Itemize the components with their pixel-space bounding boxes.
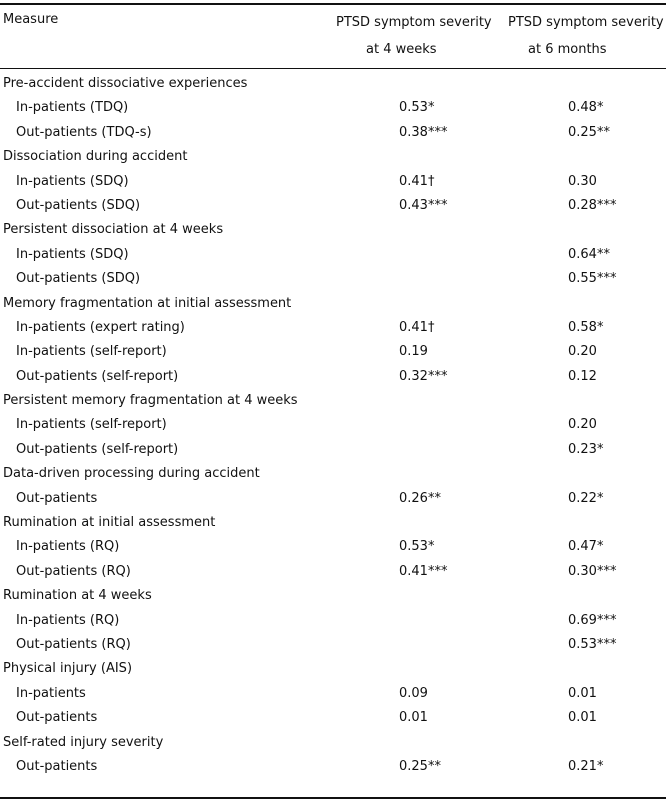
header-col-6-months [508,9,664,63]
row-label: In-patients (SDQ) [16,173,129,189]
header-col-4-weeks [336,9,498,63]
value-6-months: 0.21* [568,758,604,774]
table-row [0,243,666,267]
table-row [0,755,666,779]
row-label: In-patients (self-report) [16,344,167,360]
value-4-weeks: 0.41*** [399,563,448,579]
table-row [0,194,666,218]
section-row [0,292,666,316]
section-label: Pre-accident dissociative experiences [3,76,248,91]
table-row [0,438,666,462]
value-6-months: 0.30 [568,173,597,189]
header-col2-line1: PTSD symptom severity [508,15,664,30]
table-row [0,413,666,437]
section-row [0,72,666,96]
table-row [0,633,666,657]
table-row [0,365,666,389]
section-label: Data-driven processing during accident [3,466,260,482]
value-4-weeks: 0.38*** [399,124,448,140]
value-6-months: 0.25** [568,124,610,140]
section-row [0,731,666,755]
row-label: Out-patients (SDQ) [16,271,141,287]
section-label: Rumination at initial assessment [3,515,216,531]
value-6-months: 0.20 [568,417,597,433]
value-6-months: 0.01 [568,685,597,701]
section-row [0,389,666,413]
row-label: In-patients (TDQ) [16,100,129,116]
row-label: In-patients (self-report) [16,417,167,433]
value-6-months: 0.30*** [568,563,617,579]
row-label: Out-patients (self-report) [16,441,179,457]
table-row [0,535,666,559]
row-label: Out-patients [16,490,98,506]
header-col2-line2: at 6 months [528,42,607,57]
row-label: Out-patients (RQ) [16,636,131,652]
value-6-months: 0.01 [568,710,597,726]
table-row [0,170,666,194]
header-col1-line1: PTSD symptom severity [336,15,492,30]
value-6-months: 0.48* [568,100,604,116]
value-6-months: 0.69*** [568,612,617,628]
row-label: Out-patients (self-report) [16,368,179,384]
table-row [0,121,666,145]
value-6-months: 0.53*** [568,636,617,652]
value-6-months: 0.20 [568,344,597,360]
value-4-weeks: 0.32*** [399,368,448,384]
row-label: Out-patients [16,710,98,726]
row-label: Out-patients [16,758,98,774]
value-4-weeks: 0.19 [399,344,428,360]
header-measure: Measure [3,12,59,27]
value-6-months: 0.23* [568,441,604,457]
table-row [0,96,666,120]
value-4-weeks: 0.53* [399,100,435,116]
row-label: Out-patients (SDQ) [16,197,141,213]
table-row [0,267,666,291]
value-4-weeks: 0.01 [399,710,428,726]
section-row [0,584,666,608]
value-6-months: 0.47* [568,539,604,555]
row-label: In-patients (RQ) [16,612,120,628]
header-rule [0,68,666,69]
row-label: Out-patients (RQ) [16,563,131,579]
section-label: Dissociation during accident [3,149,188,165]
section-label: Physical injury (AIS) [3,661,133,677]
table-row [0,609,666,633]
table-row [0,487,666,511]
table-row [0,560,666,584]
section-row [0,218,666,242]
value-6-months: 0.55*** [568,271,617,287]
section-label: Memory fragmentation at initial assessment [3,295,292,311]
value-4-weeks: 0.41† [399,319,435,335]
table-bottom-rule [0,797,666,799]
table-body [0,72,666,779]
section-row [0,657,666,681]
section-row [0,462,666,486]
value-6-months: 0.12 [568,368,597,384]
section-label: Persistent dissociation at 4 weeks [3,222,224,238]
value-4-weeks: 0.09 [399,685,428,701]
section-row [0,511,666,535]
table-row [0,682,666,706]
section-label: Persistent memory fragmentation at 4 weeks [3,393,298,409]
header-col1-line2: at 4 weeks [366,42,437,57]
row-label: In-patients (RQ) [16,539,120,555]
value-4-weeks: 0.25** [399,758,441,774]
table-row [0,316,666,340]
row-label: In-patients [16,685,86,701]
row-label: In-patients (SDQ) [16,246,129,262]
value-4-weeks: 0.43*** [399,197,448,213]
table-row [0,706,666,730]
value-6-months: 0.28*** [568,197,617,213]
table-top-rule [0,3,666,5]
section-label: Rumination at 4 weeks [3,588,152,604]
value-6-months: 0.64** [568,246,610,262]
value-6-months: 0.58* [568,319,604,335]
value-6-months: 0.22* [568,490,604,506]
row-label: In-patients (expert rating) [16,319,185,335]
section-label: Self-rated injury severity [3,734,164,750]
section-row [0,145,666,169]
value-4-weeks: 0.41† [399,173,435,189]
row-label: Out-patients (TDQ-s) [16,124,152,140]
value-4-weeks: 0.26** [399,490,441,506]
value-4-weeks: 0.53* [399,539,435,555]
table-row [0,340,666,364]
